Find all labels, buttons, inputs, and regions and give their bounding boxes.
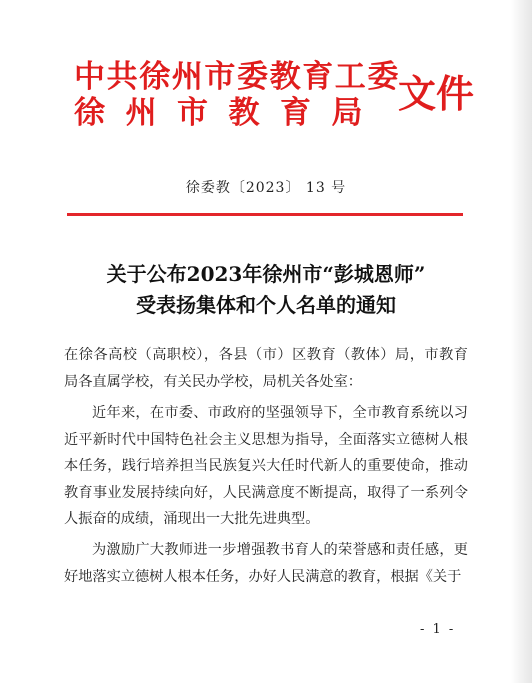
body-paragraph-2: 为激励广大教师进一步增强教书育人的荣誉感和责任感，更好地落实立德树人根本任务，办好人民满意的教育，根据《关于: [64, 542, 468, 585]
issuer-name-line-2: 徐州市教育局: [74, 95, 383, 131]
issuer-name-line-1: 中共徐州市委教育工委: [74, 59, 400, 95]
document-type-mark: 文件: [398, 71, 475, 116]
red-divider-rule: [67, 213, 463, 216]
salutation-paragraph: 在徐各高校（高职校），各县（市）区教育（教体）局，市教育局各直属学校，有关民办学校，局机关各处室：: [64, 347, 468, 390]
page-number: - 1 -: [420, 622, 456, 637]
body-paragraph-1: 近年来，在市委、市政府的坚强领导下，全市教育系统以习近平新时代中国特色社会主义思想为指导，全面落实立德树人根本任务，践行培养担当民族复兴大任时代新人的重要使命，推动教育事业发展持续向好，人民满意度不断提高，取得了一系列令人振奋的成绩，涌现出一大批先进典型。: [64, 405, 468, 527]
document-number: 徐委教〔2023〕 13 号: [185, 180, 347, 196]
notice-title-line-1: 关于公布2023年徐州市“彭城恩师”: [106, 262, 426, 286]
notice-title-line-2: 受表扬集体和个人名单的通知: [136, 293, 396, 317]
